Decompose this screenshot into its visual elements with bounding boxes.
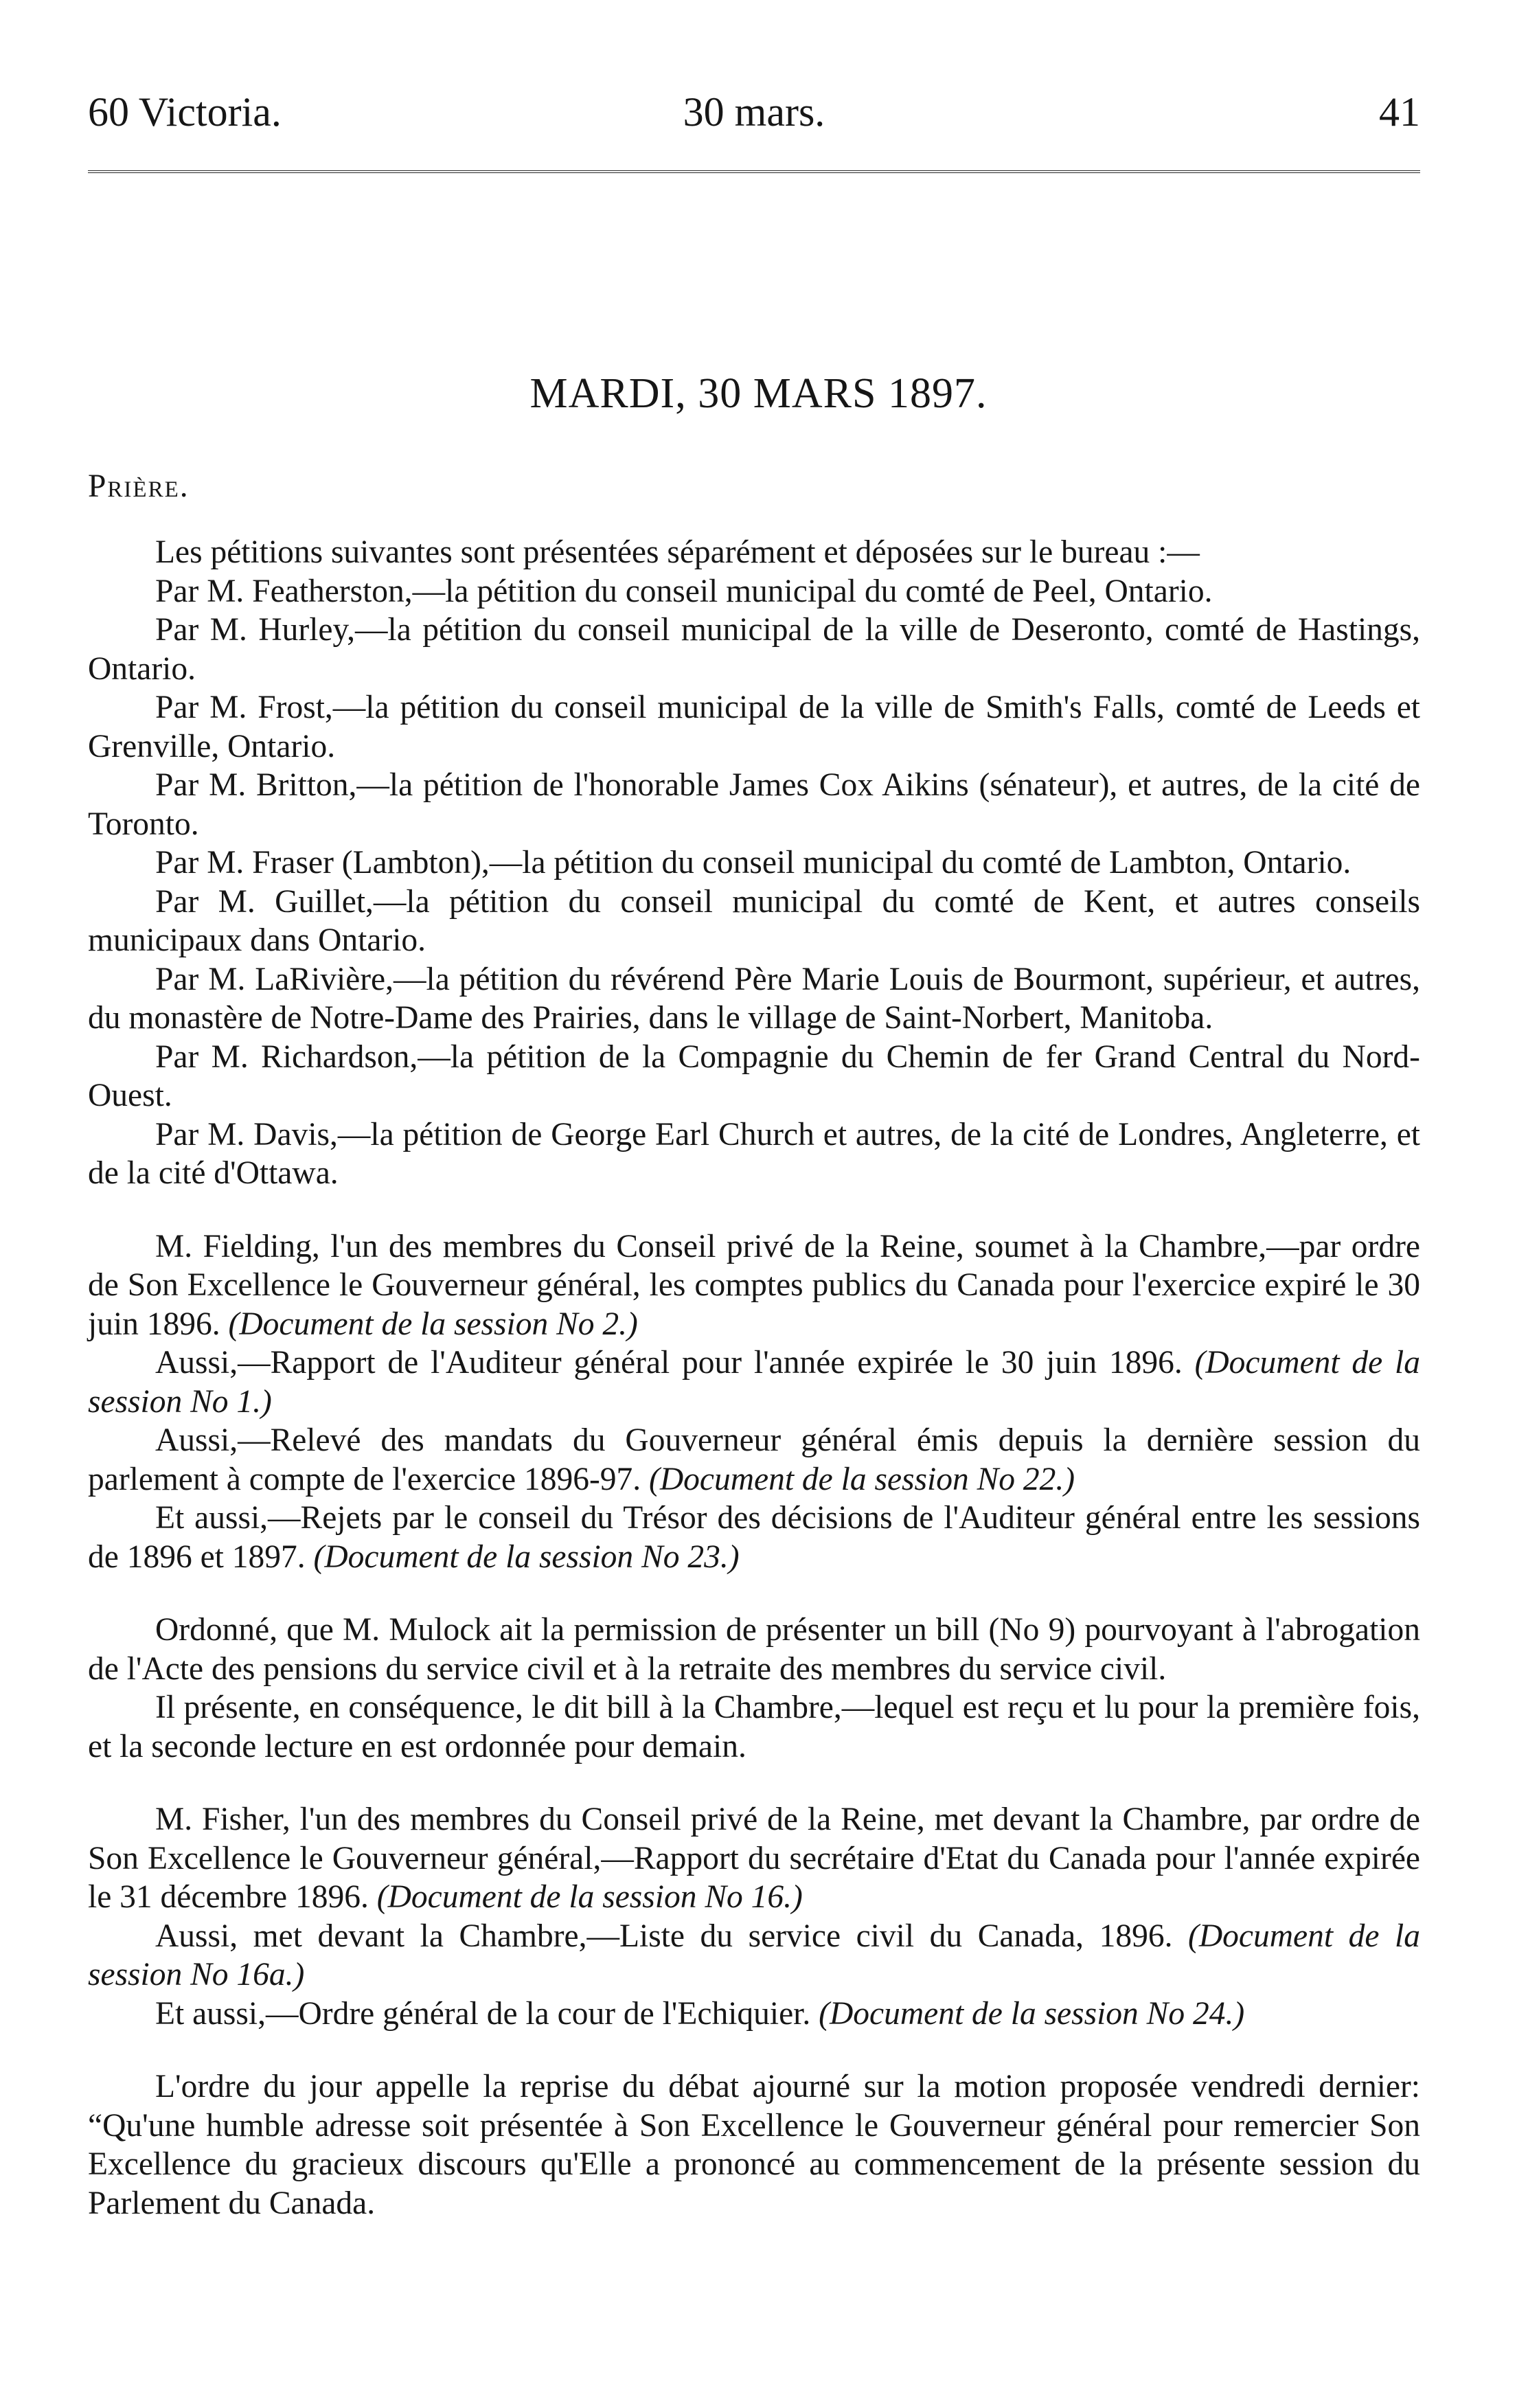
document-reference: (Document de la session No 16a.) [88, 1918, 1421, 1992]
petition-item: Par M. Britton,—la pétition de l'honorable James Cox Aikins (sénateur), et autres, de la cité de Toronto. [88, 767, 1420, 842]
petitions-intro: Les pétitions suivantes sont présentées séparément et déposées sur le bureau :— [155, 534, 1200, 570]
document-reference: (Document de la session No 24.) [819, 1995, 1245, 2032]
page-number: 41 [1379, 89, 1420, 135]
mulock-first-reading: Il présente, en conséquence, le dit bill à la Chambre,—lequel est reçu et lu pour la première fois, et la seconde lecture en est ordonnée pour demain. [88, 1690, 1420, 1764]
header-rule [88, 170, 1420, 173]
fielding-public-accounts [88, 1227, 1420, 1344]
petition-item: Par M. Hurley,—la pétition du conseil municipal de la ville de Deseronto, comté de Hastings, Ontario. [88, 612, 1420, 687]
petition-item: Par M. Fraser (Lambton),—la pétition du conseil municipal du comté de Lambton, Ontario. [155, 845, 1351, 881]
entry-text: M. Fielding, l'un des membres du Conseil privé de la Reine, soumet à la Chambre,—par ordre de Son Excellence le Gouverneur général, les comptes publics du Canada pour l'exercice expiré le 30 juin 1896. [88, 1228, 1420, 1342]
document-reference: (Document de la session No 23.) [313, 1538, 740, 1575]
header-regnal-year: 60 Victoria. [88, 89, 282, 135]
document-reference: (Document de la session No 1.) [88, 1345, 1420, 1420]
orders-of-the-day-section [88, 2067, 1420, 2223]
fielding-auditor-report [88, 1343, 1420, 1421]
fisher-civil-service-list [88, 1917, 1420, 1995]
journal-body [88, 467, 1420, 2223]
entry-text: Et aussi,—Rejets par le conseil du Trésor des décisions de l'Auditeur général entre les sessions de 1896 et 1897. [88, 1500, 1420, 1575]
petitions-section [88, 533, 1420, 1193]
petition-item: Par M. LaRivière,—la pétition du révérend Père Marie Louis de Bourmont, supérieur, et autres, du monastère de Notre-Dame des Prairies, dans le village de Saint-Norbert, Manitoba. [88, 961, 1420, 1036]
document-reference: (Document de la session No 16.) [376, 1879, 803, 1915]
mulock-bill-section [88, 1611, 1420, 1766]
entry-text: Aussi,—Relevé des mandats du Gouverneur général émis depuis la dernière session du parlement à compte de l'exercice 1896-97. [88, 1422, 1420, 1497]
running-header [88, 81, 1420, 143]
fielding-warrants-statement [88, 1421, 1420, 1499]
header-date: 30 mars. [683, 89, 825, 135]
address-debate-paragraph: L'ordre du jour appelle la reprise du débat ajourné sur la motion proposée vendredi dernier: “Qu'une humble adresse soit présentée à Son Excellence le Gouverneur général pour remercier Son Excellence du gracieux discours qu'Elle a prononcé au commencement de la présente session du Parlement du Canada. [88, 2069, 1420, 2221]
fielding-documents-section [88, 1227, 1420, 1577]
entry-text: M. Fisher, l'un des membres du Conseil privé de la Reine, met devant la Chambre, par ordre de Son Excellence le Gouverneur général,—Rapport du secrétaire d'Etat du Canada pour l'année expirée le 31 décembre 1896. [88, 1802, 1420, 1915]
petition-item: Par M. Davis,—la pétition de George Earl Church et autres, de la cité de Londres, Angleterre, et de la cité d'Ottawa. [88, 1116, 1420, 1191]
document-reference: (Document de la session No 2.) [228, 1306, 638, 1342]
entry-text: Et aussi,—Ordre général de la cour de l'Echiquier. [155, 1995, 819, 2032]
sitting-title: MARDI, 30 MARS 1897. [529, 370, 988, 417]
entry-text: Aussi,—Rapport de l'Auditeur général pour l'année expirée le 30 juin 1896. [155, 1345, 1195, 1381]
fielding-treasury-board-rejections [88, 1499, 1420, 1576]
fisher-secretary-report [88, 1800, 1420, 1917]
petition-item: Par M. Frost,—la pétition du conseil municipal de la ville de Smith's Falls, comté de Leeds et Grenville, Ontario. [88, 690, 1420, 764]
petition-item: Par M. Guillet,—la pétition du conseil municipal du comté de Kent, et autres conseils municipaux dans Ontario. [88, 883, 1420, 958]
petition-item: Par M. Featherston,—la pétition du conseil municipal du comté de Peel, Ontario. [155, 573, 1213, 609]
document-reference: (Document de la session No 22.) [649, 1461, 1075, 1497]
petition-item: Par M. Richardson,—la pétition de la Compagnie du Chemin de fer Grand Central du Nord-Ouest. [88, 1038, 1420, 1113]
priere-heading: Prière. [88, 468, 190, 504]
fisher-exchequer-order [88, 1995, 1420, 2034]
mulock-leave-order: Ordonné, que M. Mulock ait la permission de présenter un bill (No 9) pourvoyant à l'abrogation de l'Acte des pensions du service civil et à la retraite des membres du service civil. [88, 1612, 1420, 1687]
fisher-documents-section [88, 1800, 1420, 2033]
entry-text: Aussi, met devant la Chambre,—Liste du service civil du Canada, 1896. [155, 1918, 1189, 1954]
